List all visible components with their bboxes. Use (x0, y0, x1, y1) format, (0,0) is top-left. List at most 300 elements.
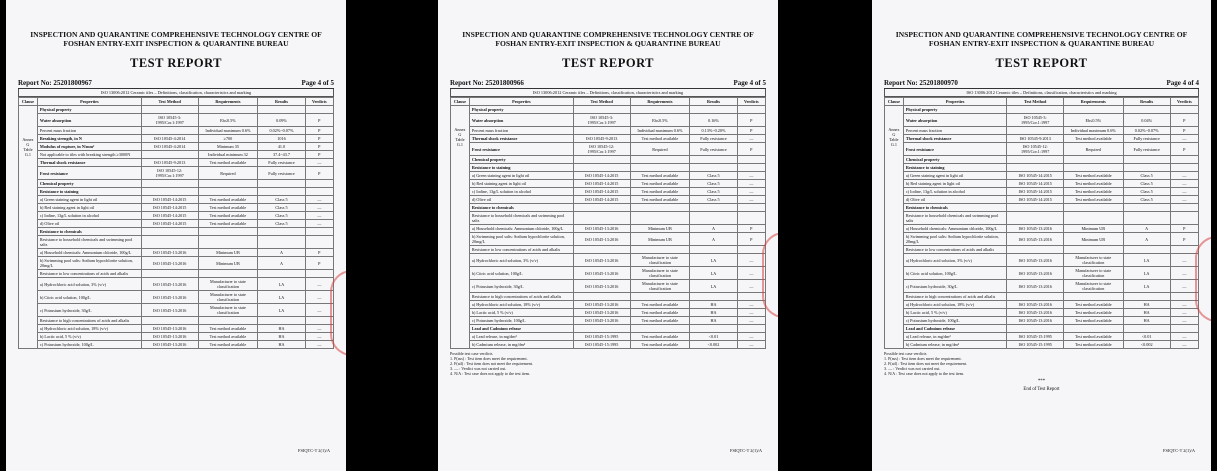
column-header: Requirements (630, 98, 690, 106)
requirement-cell: Manufacturer to state classification (198, 278, 258, 291)
table-row (19, 180, 334, 188)
report-number: Report No: 25201800967 (18, 79, 92, 87)
verdict-cell: — (305, 196, 333, 204)
note-line: 4. N/A : Test case does not apply to the test item. (884, 371, 965, 376)
table-row (451, 246, 766, 254)
method-cell: ISO 10545-9:2013 (1007, 135, 1064, 143)
result-cell: Fully resistance (1123, 143, 1170, 156)
table-row (885, 135, 1199, 143)
property-cell: Resistance to chemicals (903, 204, 1007, 212)
method-cell: ISO 10545-15:1995 (1007, 341, 1064, 349)
method-cell: ISO 10545-9:2013 (141, 159, 198, 167)
requirement-cell: Required (630, 143, 690, 156)
verdict-cell (305, 180, 333, 188)
table-row (19, 143, 334, 151)
table-row (451, 233, 766, 246)
property-cell: Chemical property (903, 156, 1007, 164)
table-row (19, 291, 334, 304)
table-row (885, 143, 1199, 156)
result-cell (690, 325, 737, 333)
verdict-cell (1170, 204, 1198, 212)
property-cell: Breaking strength, in N (37, 135, 141, 143)
requirement-cell: Minimum 35 (198, 143, 258, 151)
verdict-cell: — (1170, 333, 1198, 341)
result-cell: 0.04% (1123, 114, 1170, 127)
requirement-cell: Test method available (630, 317, 690, 325)
method-cell (573, 212, 630, 225)
property-cell: a) Hydrochloric acid solution, 18% (v/v) (37, 325, 141, 333)
result-cell (1123, 204, 1170, 212)
verdict-cell: — (305, 325, 333, 333)
verdict-cell (1170, 156, 1198, 164)
result-cell (690, 246, 737, 254)
verdict-cell: — (305, 159, 333, 167)
note-line: 1. P(ass) : Test item does meet the requirement. (450, 356, 528, 361)
verdict-notes (450, 351, 766, 376)
requirement-cell: Test method available (1063, 180, 1123, 188)
method-cell: ISO 10545-4:2014 (141, 143, 198, 151)
property-cell: Resistance to staining (37, 188, 141, 196)
method-cell: ISO 10545-13:2016 (1007, 317, 1064, 325)
method-cell (141, 127, 198, 135)
table-row (451, 143, 766, 156)
clause-cell (19, 106, 38, 349)
verdict-cell (737, 164, 765, 172)
report-header-row (450, 79, 766, 89)
method-cell: ISO 10545-15:1995 (573, 341, 630, 349)
requirement-cell: Test method available (1063, 317, 1123, 325)
requirement-cell: Test method available (1063, 309, 1123, 317)
verdict-cell: — (1170, 188, 1198, 196)
table-row (19, 257, 334, 270)
verdict-cell: — (737, 333, 765, 341)
method-cell (573, 127, 630, 135)
verdict-cell: P (1170, 225, 1198, 233)
result-cell (1123, 106, 1170, 114)
verdict-cell (305, 106, 333, 114)
property-cell: Frost resistance (37, 167, 141, 180)
method-cell (573, 325, 630, 333)
result-cell: Fully resistance (258, 159, 305, 167)
result-cell: Class 5 (1123, 180, 1170, 188)
result-cell: LA (690, 254, 737, 267)
requirement-cell: Test method available (630, 188, 690, 196)
verdict-cell: — (1170, 317, 1198, 325)
page-number: Page 4 of 5 (301, 79, 334, 87)
column-header: Requirements (198, 98, 258, 106)
result-cell (690, 204, 737, 212)
result-cell (258, 228, 305, 236)
method-cell: ISO 10545-13:2016 (573, 280, 630, 293)
verdict-cell: P (737, 114, 765, 127)
table-row (451, 135, 766, 143)
property-cell: Physical property (469, 106, 573, 114)
verdict-cell: — (305, 212, 333, 220)
requirement-cell: Test method available (630, 341, 690, 349)
result-cell: HA (258, 341, 305, 349)
verdict-cell (737, 106, 765, 114)
result-cell: LA (258, 291, 305, 304)
table-row (885, 180, 1199, 188)
requirement-cell: ≥700 (198, 135, 258, 143)
table-header-row (451, 98, 766, 106)
table-row (885, 280, 1199, 293)
verdict-cell: P (305, 249, 333, 257)
requirement-cell: Manufacturer to state classification (1063, 267, 1123, 280)
method-cell: ISO 10545-14:2015 (573, 196, 630, 204)
property-cell: Physical property (903, 106, 1007, 114)
table-row (885, 225, 1199, 233)
table-row (451, 164, 766, 172)
page-number: Page 4 of 4 (1166, 79, 1199, 87)
report-title: TEST REPORT (995, 56, 1088, 70)
result-cell: <0.002 (1123, 341, 1170, 349)
requirement-cell (630, 106, 690, 114)
table-row (19, 333, 334, 341)
result-cell: <0.01 (690, 333, 737, 341)
result-cell (1123, 246, 1170, 254)
requirement-cell: Minimum UB (198, 257, 258, 270)
property-cell: a) Hydrochloric acid solution, 18% (v/v) (469, 301, 573, 309)
property-cell: Modulus of rupture, in N/mm² (37, 143, 141, 151)
report-number: Report No: 25201800966 (450, 79, 524, 87)
table-row (451, 333, 766, 341)
result-cell: HA (1123, 301, 1170, 309)
verdict-cell (305, 236, 333, 249)
result-cell (258, 188, 305, 196)
property-cell: c) Potassium hydroxide, 100g/L (469, 317, 573, 325)
clause-text: Table (455, 137, 465, 142)
verdict-cell (1170, 212, 1198, 225)
method-cell: ISO 10545-13:2016 (1007, 233, 1064, 246)
requirement-cell (198, 236, 258, 249)
table-row (451, 267, 766, 280)
verdict-cell: — (1170, 280, 1198, 293)
requirement-cell: Minimum UB (630, 225, 690, 233)
column-header: Clause (19, 98, 38, 106)
method-cell: ISO 10545-14:2015 (573, 180, 630, 188)
property-cell: b) Red staining agent in light oil (469, 180, 573, 188)
org-line-1: INSPECTION AND QUARANTINE COMPREHENSIVE TECHNOLOGY CENTRE OF (462, 30, 754, 39)
requirement-cell (630, 246, 690, 254)
standard-caption: ISO 13006:2012 Ceramic tiles – Definitions, classification, characteristics and marking (884, 89, 1199, 97)
method-cell: ISO 10545-13:2016 (141, 325, 198, 333)
method-cell: ISO 10545-13:2016 (573, 233, 630, 246)
table-row (885, 106, 1199, 114)
verdict-cell (737, 204, 765, 212)
method-cell: ISO 10545-13:2016 (573, 309, 630, 317)
table-row (451, 188, 766, 196)
requirement-cell: Test method available (630, 135, 690, 143)
result-cell (690, 293, 737, 301)
method-cell (1007, 325, 1064, 333)
standard-caption: ISO 13006:2012 Ceramic tiles – Definitions, classification, characteristics and marking (450, 89, 766, 97)
property-cell: a) Hydrochloric acid solution, 3% (v/v) (37, 278, 141, 291)
property-cell: a) Lead release, in mg/dm² (903, 333, 1007, 341)
org-line-1: INSPECTION AND QUARANTINE COMPREHENSIVE TECHNOLOGY CENTRE OF (895, 30, 1188, 39)
verdict-cell (737, 156, 765, 164)
result-cell: Fully resistance (258, 167, 305, 180)
property-cell: Frost resistance (903, 143, 1007, 156)
table-row (451, 325, 766, 333)
method-cell (1007, 106, 1064, 114)
property-cell: Resistance to low concentrations of acids and alkalis (903, 246, 1007, 254)
standard-caption: ISO 13006:2012 Ceramic tiles – Definitions, classification, characteristics and marking (18, 89, 334, 97)
method-cell: ISO 10545-13:2016 (141, 249, 198, 257)
table-row (19, 204, 334, 212)
requirement-cell: Test method available (198, 220, 258, 228)
report-header-row (884, 79, 1199, 89)
table-row (885, 293, 1199, 301)
table-row (19, 135, 334, 143)
result-cell: Class 5 (690, 172, 737, 180)
verdict-cell: P (305, 167, 333, 180)
verdict-cell (1170, 246, 1198, 254)
property-cell: Thermal shock resistance (37, 159, 141, 167)
method-cell: ISO 10545-14:2015 (1007, 196, 1064, 204)
method-cell (1007, 204, 1064, 212)
end-of-report: End of Test Report (1023, 387, 1060, 392)
verdict-cell (305, 188, 333, 196)
property-cell: Water absorption (37, 114, 141, 127)
verdict-cell: — (1170, 180, 1198, 188)
method-cell (1007, 246, 1064, 254)
result-cell: HA (690, 317, 737, 325)
verdict-cell: P (305, 114, 333, 127)
verdict-cell: P (737, 143, 765, 156)
table-row (885, 196, 1199, 204)
verdict-cell: P (737, 233, 765, 246)
table-row (19, 270, 334, 278)
property-cell: b) Cadmium release, in mg/dm² (469, 341, 573, 349)
result-cell: 0.13%~0.20% (690, 127, 737, 135)
method-cell (1007, 156, 1064, 164)
method-cell (1007, 212, 1064, 225)
verdict-cell: — (305, 204, 333, 212)
method-cell: ISO 10545-4:2014 (141, 135, 198, 143)
method-cell: ISO 10545-13:2016 (141, 257, 198, 270)
result-cell: 41.0 (258, 143, 305, 151)
clause-text: Table (23, 147, 33, 152)
column-header: Verdicts (1170, 98, 1198, 106)
method-cell: ISO 10545-13:2016 (1007, 225, 1064, 233)
note-line: Possible test case verdicts (884, 351, 927, 356)
table-row (19, 188, 334, 196)
result-cell: LA (1123, 267, 1170, 280)
verdict-cell: — (1170, 172, 1198, 180)
result-cell: Class 5 (690, 188, 737, 196)
table-row (451, 341, 766, 349)
table-header-row (885, 98, 1199, 106)
property-cell: b) Red staining agent in light oil (37, 204, 141, 212)
result-cell: A (258, 249, 305, 257)
clause-text: G (892, 132, 896, 137)
result-cell: LA (258, 278, 305, 291)
verdict-cell: P (1170, 143, 1198, 156)
method-cell (141, 317, 198, 325)
result-cell: 37.4~43.7 (258, 151, 305, 159)
result-cell: LA (1123, 254, 1170, 267)
property-cell: Resistance to staining (469, 164, 573, 172)
property-cell: a) Green staining agent in light oil (37, 196, 141, 204)
report-page-1 (6, 0, 346, 471)
column-header: Clause (885, 98, 904, 106)
result-cell: Fully resistance (1123, 135, 1170, 143)
method-cell: ISO 10545-13:2016 (1007, 254, 1064, 267)
property-cell: Resistance to chemicals (37, 228, 141, 236)
result-cell: <0.01 (1123, 333, 1170, 341)
requirement-cell: Eb≤0.5% (630, 114, 690, 127)
method-cell: ISO 10545-14:2015 (1007, 180, 1064, 188)
requirement-cell: Test method available (198, 333, 258, 341)
requirement-cell: Manufacturer to state classification (198, 304, 258, 317)
requirement-cell: Test method available (1063, 196, 1123, 204)
page-number: Page 4 of 5 (733, 79, 766, 87)
table-row (885, 172, 1199, 180)
requirement-cell: Test method available (1063, 135, 1123, 143)
table-row (19, 325, 334, 333)
verdict-cell: — (737, 341, 765, 349)
stamp-seal (762, 232, 778, 318)
requirement-cell: Minimum UB (1063, 233, 1123, 246)
requirement-cell: Eb≤0.5% (1063, 114, 1123, 127)
requirement-cell (198, 106, 258, 114)
property-cell: Resistance to low concentrations of acids and alkalis (37, 270, 141, 278)
clause-cell (451, 106, 470, 349)
verdict-cell: — (737, 280, 765, 293)
property-cell: Resistance to high concentrations of acids and alkalis (37, 317, 141, 325)
result-cell: LA (690, 280, 737, 293)
method-cell (1007, 164, 1064, 172)
property-cell: b) Lactic acid, 5 % (v/v) (903, 309, 1007, 317)
report-title: TEST REPORT (561, 56, 654, 70)
method-cell (573, 106, 630, 114)
table-row (885, 267, 1199, 280)
organization-header (884, 30, 1199, 48)
property-cell: Thermal shock resistance (903, 135, 1007, 143)
property-cell: c) Potassium hydroxide, 100g/L (37, 341, 141, 349)
requirement-cell: Test method available (198, 325, 258, 333)
method-cell: ISO 10545-14:2015 (573, 188, 630, 196)
note-line: 2. F(ail) : Test item does not meet the requirement. (450, 361, 533, 366)
result-cell (690, 156, 737, 164)
table-row (451, 280, 766, 293)
verdict-cell: P (305, 151, 333, 159)
table-row (885, 114, 1199, 127)
end-mark: *** (1037, 379, 1046, 384)
report-title: TEST REPORT (129, 56, 222, 70)
column-header: Results (258, 98, 305, 106)
table-row (19, 341, 334, 349)
table-row (885, 341, 1199, 349)
method-cell (141, 236, 198, 249)
verdict-cell: — (305, 341, 333, 349)
clause-text: G (26, 142, 30, 147)
table-row (451, 172, 766, 180)
requirement-cell: Minimum UB (630, 233, 690, 246)
table-row (885, 188, 1199, 196)
requirement-cell (630, 212, 690, 225)
method-cell (141, 188, 198, 196)
result-cell: 0.16% (690, 114, 737, 127)
org-line-2: FOSHAN ENTRY-EXIT INSPECTION & QUARANTINE BUREAU (495, 39, 721, 48)
test-results-table (18, 97, 334, 349)
requirement-cell (630, 156, 690, 164)
property-cell: Percent mass fraction (469, 127, 573, 135)
verdict-cell: — (305, 291, 333, 304)
result-cell: Class 5 (1123, 188, 1170, 196)
report-page-3 (872, 0, 1211, 471)
property-cell: Physical property (37, 106, 141, 114)
verdict-cell: P (305, 135, 333, 143)
property-cell: a) Green staining agent in light oil (469, 172, 573, 180)
result-cell (1123, 293, 1170, 301)
property-cell: Resistance to low concentrations of acids and alkalis (469, 246, 573, 254)
table-row (885, 204, 1199, 212)
table-row (451, 127, 766, 135)
requirement-cell: Individual maximum 0.6% (1063, 127, 1123, 135)
requirement-cell (1063, 246, 1123, 254)
method-cell: ISO 10545-13:2016 (141, 333, 198, 341)
method-cell: ISO 10545-14:2015 (141, 220, 198, 228)
verdict-cell: — (1170, 301, 1198, 309)
table-row (19, 212, 334, 220)
requirement-cell: Individual minimum 32 (198, 151, 258, 159)
method-cell: ISO 10545-13:2016 (141, 341, 198, 349)
requirement-cell (1063, 293, 1123, 301)
requirement-cell (1063, 156, 1123, 164)
column-header: Properties (37, 98, 141, 106)
property-cell: b) Red staining agent in light oil (903, 180, 1007, 188)
property-cell: a) Lead release, in mg/dm² (469, 333, 573, 341)
result-cell: <0.002 (690, 341, 737, 349)
organization-header (18, 30, 334, 48)
table-row (451, 225, 766, 233)
verdict-cell (1170, 164, 1198, 172)
requirement-cell: Test method available (1063, 172, 1123, 180)
note-line: 3. — : Verdict was not carried out. (884, 366, 941, 371)
result-cell (1123, 325, 1170, 333)
requirement-cell: Test method available (1063, 341, 1123, 349)
verdict-cell: — (1170, 135, 1198, 143)
clause-text: G.1 (24, 152, 32, 157)
clause-text: G.1 (890, 142, 897, 147)
property-cell: a) Household chemicals: Ammonium chloride, 100g/L (469, 225, 573, 233)
result-cell: 0.02%~0.07% (1123, 127, 1170, 135)
table-row (885, 156, 1199, 164)
verdict-cell: P (305, 257, 333, 270)
requirement-cell: Test method available (630, 333, 690, 341)
result-cell: Class 5 (258, 212, 305, 220)
requirement-cell (198, 188, 258, 196)
organization-header (450, 30, 766, 48)
requirement-cell (630, 204, 690, 212)
result-cell: HA (1123, 317, 1170, 325)
method-cell: ISO 10545-14:2015 (1007, 188, 1064, 196)
property-cell: Resistance to high concentrations of acids and alkalis (469, 293, 573, 301)
requirement-cell: Eb≤0.5% (198, 114, 258, 127)
result-cell: 1016 (258, 135, 305, 143)
verdict-notes (884, 351, 1199, 376)
result-cell: HA (690, 301, 737, 309)
verdict-cell: — (737, 188, 765, 196)
column-header: Results (1123, 98, 1170, 106)
table-row (19, 228, 334, 236)
column-header: Properties (903, 98, 1007, 106)
result-cell: A (690, 233, 737, 246)
result-cell (258, 270, 305, 278)
property-cell: Resistance to household chemicals and swimming pool salts (903, 212, 1007, 225)
